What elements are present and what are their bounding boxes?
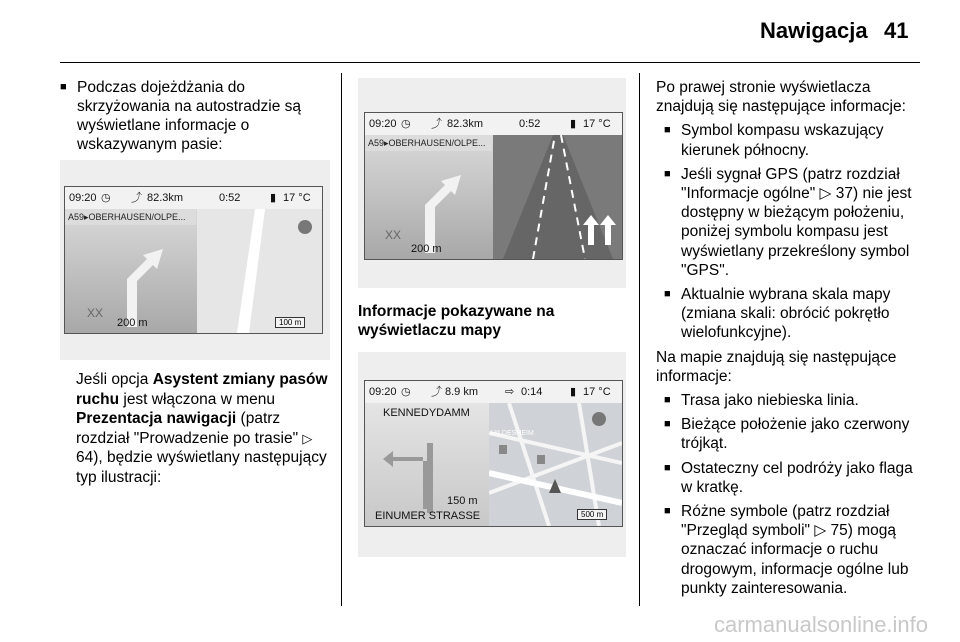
right-bullet-1: ■ Symbol kompasu wskazujący kierunek północny. [664,121,922,159]
screen2-distance: 82.3km [447,118,484,130]
screen3-eta: 0:14 [521,386,543,398]
screen1-road-map [197,209,322,333]
nav-screen-1 [64,186,323,334]
screen1-route: A59▸OBERHAUSEN/OLPE... [65,209,196,225]
map-display-heading: Informacje pokazywane na wyświetlaczu mapy [358,303,555,339]
left-column [60,78,328,154]
right-column [656,78,922,598]
screen2-route: A59▸OBERHAUSEN/OLPE... [365,135,492,151]
screen3-road-icon: ⤴ [431,386,442,398]
screen1-turn-distance: 200 m [117,317,148,329]
svg-text:XX: XX [385,228,402,242]
svg-text:XX: XX [87,306,104,320]
screen2-time: 09:20 [369,118,397,130]
screen1-temp: 17 °C [283,192,311,204]
page-number: 41 [884,18,909,43]
screen2-lane-pane [493,135,622,259]
screen3-turn-distance: 150 m [447,495,478,507]
parking-icon [499,445,507,454]
screen3-turn-icon: ⇨ [505,386,515,398]
screen3-distance: 8.9 km [445,386,479,398]
right-intro: Po prawej stronie wyświetlacza znajdują się następujące informacje: [656,79,906,116]
screen3-scale: 500 m [577,509,607,520]
screen2-statusbar [365,113,622,135]
screen2-temp: 17 °C [583,118,611,130]
right-bullet-3: ■ Aktualnie wybrana skala mapy (zmiana skali: obrócić pokrętło wielofunkcyjne). [664,285,922,343]
screen2-guidance-pane [365,135,493,259]
nav-screen-2 [364,112,623,260]
screen1-clock-icon: ◷ [101,192,111,204]
screen2-turn-distance: 200 m [411,243,442,255]
screen2-thermometer-icon: ▮ [570,118,577,130]
screen3-clock-icon: ◷ [401,386,411,398]
column-divider-2 [639,73,640,606]
right-bullet-4: ■ Trasa jako niebieska linia. [664,391,922,410]
screen3-temp: 17 °C [583,386,611,398]
right-bullet-2: ■ Jeśli sygnał GPS (patrz rozdział "Informacje ogólne" ▷ 37) nie jest dostępny w bieżącym położeniu, poniżej symbolu kompasu jest wyświetlany przekreślony symbol "GPS". [664,165,922,280]
right-bullet-5: ■ Bieżące położenie jako czerwony trójkąt. [664,415,922,453]
compass-icon [592,412,606,426]
screen1-statusbar [65,187,322,209]
screen3-thermometer-icon: ▮ [570,386,577,398]
screen1-time: 09:20 [69,192,97,204]
page-header-title: Nawigacja [760,18,868,43]
screen3-statusbar [365,381,622,403]
screen3-time: 09:20 [369,386,397,398]
column-divider-1 [341,73,342,606]
screen1-map-pane [197,209,322,333]
right-intro-2: Na mapie znajdują się następujące informacje: [656,348,897,385]
screen1-scale: 100 m [275,317,305,328]
screen3-street-top: KENNEDYDAMM [383,407,470,419]
screen2-eta: 0:52 [519,118,541,130]
screen1-guidance-pane [65,209,197,333]
screen1-thermometer-icon: ▮ [270,192,277,204]
left-paragraph: Jeśli opcja Asystent zmiany pasów ruchu jest włączona w menu Prezentacja nawigacji (patrz rozdział "Prowadzenie po trasie" ▷ 64), będzie wyświetlany następujący typ ilustracji: [76,371,328,486]
screen1-distance: 82.3km [147,192,184,204]
screen1-eta: 0:52 [219,192,241,204]
screen2-clock-icon: ◷ [401,118,411,130]
parking-icon [537,455,545,464]
header-divider [60,62,920,63]
screen2-turn-arrow-icon [365,135,493,259]
screen1-turn-arrow-icon [65,209,197,333]
screen1-road-icon: ⤴ [131,192,142,204]
screen3-city-map [489,403,622,526]
screen2-lane-assistant [493,135,622,259]
screen3-guidance-pane [365,403,489,526]
screen3-street-bottom: EINUMER STRASSE [375,510,481,522]
screen3-map-pane [489,403,622,526]
right-bullet-6: ■ Ostateczny cel podróży jako flaga w kratkę. [664,459,922,497]
watermark: carmanualsonline.info [714,612,929,637]
left-bullet: ■ Podczas dojeżdżania do skrzyżowania na autostradzie są wyświetlane informacje o wskazywanym pasie: [60,78,328,154]
right-bullet-7: ■ Różne symbole (patrz rozdział "Przegląd symboli" ▷ 75) mogą oznaczać informacje o ruchu drogowym, informacje ogólne lub punkty zainteresowania. [664,502,922,598]
screen2-road-icon: ⤴ [431,118,442,130]
nav-screen-3 [364,380,623,527]
screen3-map-label: HILDESHEIM [491,430,534,437]
screen3-turn-arrow-icon [365,403,489,526]
